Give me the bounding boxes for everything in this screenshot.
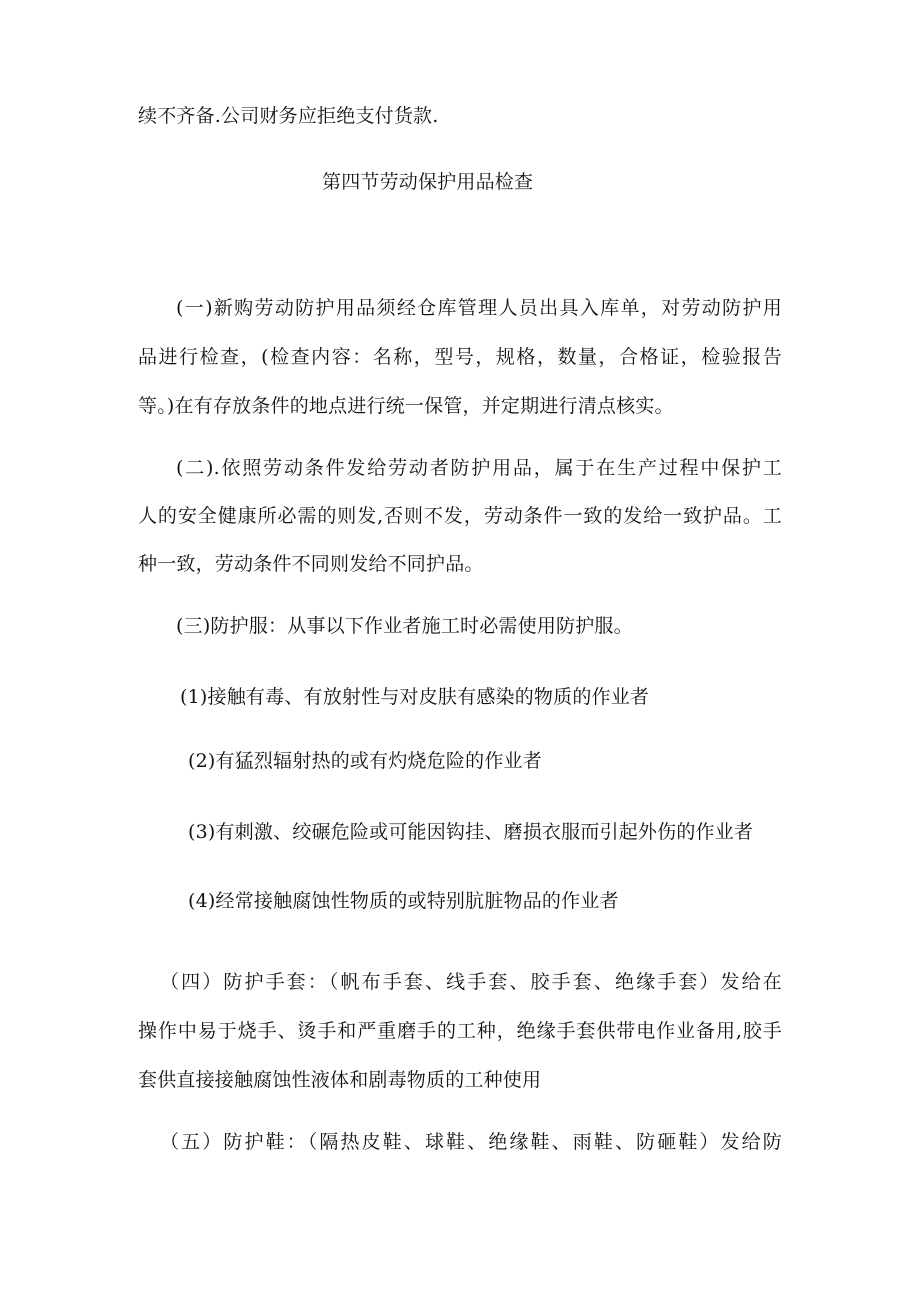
- list-item: (1)接触有毒、有放射性与对皮肤有感染的物质的作业者: [180, 686, 650, 708]
- list-item: (3)有刺激、绞碾危险或可能因钩挂、磨损衣服而引起外伤的作业者: [188, 821, 754, 843]
- paragraph-2-line-3: 种一致，劳动条件不同则发给不同护品。: [138, 553, 484, 575]
- paragraph-4-line-2: 操作中易于烧手、烫手和严重磨手的工种，绝缘手套供带电作业备用,胶手: [138, 1020, 782, 1042]
- paragraph-5-line-1: （五）防护鞋：（隔热皮鞋、球鞋、绝缘鞋、雨鞋、防砸鞋）发给防: [160, 1131, 782, 1153]
- paragraph-4-line-1: （四）防护手套：（帆布手套、线手套、胶手套、绝缘手套）发给在: [160, 971, 782, 993]
- paragraph-2-line-2: 人的安全健康所必需的则发,否则不发，劳动条件一致的发给一致护品。工: [138, 505, 782, 527]
- paragraph-2-line-1: (二).依照劳动条件发给劳动者防护用品，属于在生产过程中保护工: [176, 457, 782, 479]
- section-title: 第四节劳动保护用品检查: [322, 171, 534, 193]
- list-item: (4)经常接触腐蚀性物质的或特别肮脏物品的作业者: [188, 890, 619, 912]
- continuation-line: 续不齐备.公司财务应拒绝支付货款.: [138, 105, 439, 127]
- paragraph-4-line-3: 套供直接接触腐蚀性液体和剧毒物质的工种使用: [138, 1069, 542, 1091]
- list-item: (2)有猛烈辐射热的或有灼烧危险的作业者: [188, 750, 542, 772]
- paragraph-1-line-2: 品进行检查，(检查内容：名称，型号，规格，数量，合格证，检验报告: [138, 346, 782, 368]
- paragraph-1-line-3: 等。)在有存放条件的地点进行统一保管，并定期进行清点核实。: [138, 395, 674, 417]
- paragraph-1-line-1: (一)新购劳动防护用品须经仓库管理人员出具入库单，对劳动防护用: [176, 297, 782, 319]
- paragraph-3-line-1: (三)防护服：从事以下作业者施工时必需使用防护服。: [176, 615, 633, 637]
